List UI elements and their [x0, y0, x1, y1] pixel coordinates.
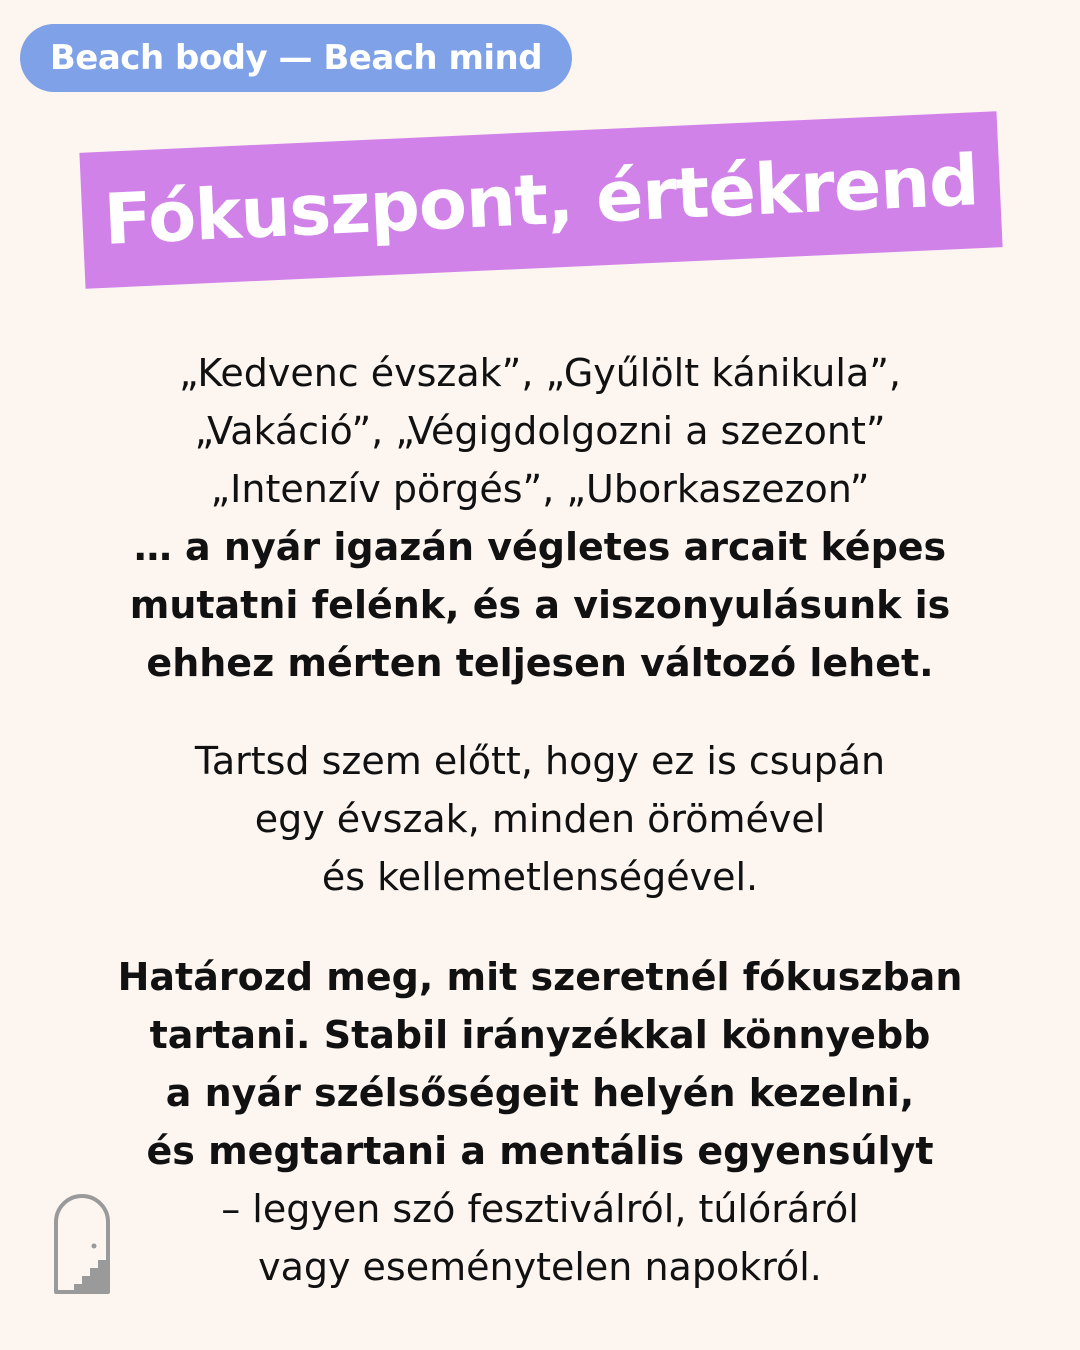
page-title: Fókuszpont, értékrend [102, 139, 980, 261]
reminder-line: egy évszak, minden örömével [254, 797, 826, 841]
reminder-line: Tartsd szem előtt, hogy ez is csupán [194, 739, 886, 783]
focus-bold-line: tartani. Stabil irányzékkal könnyebb [149, 1013, 931, 1057]
intro-paragraph [40, 344, 1040, 692]
focus-line: vagy eseménytelen napokról. [258, 1245, 822, 1289]
intro-bold-line: mutatni felénk, és a viszonyulásunk is [129, 583, 951, 627]
focus-paragraph [40, 948, 1040, 1296]
reminder-line: és kellemetlenségével. [321, 855, 759, 899]
series-tag: Beach body — Beach mind [20, 24, 572, 92]
focus-bold-line: a nyár szélsőségeit helyén kezelni, [165, 1071, 915, 1115]
focus-bold-line: és megtartani a mentális egyensúlyt [146, 1129, 934, 1173]
intro-line: „Kedvenc évszak”, „Gyűlölt kánikula”, [178, 351, 902, 395]
intro-bold-line: … a nyár igazán végletes arcait képes [133, 525, 947, 569]
door-stairs-icon [52, 1192, 112, 1296]
intro-line: „Intenzív pörgés”, „Uborkaszezon” [210, 467, 870, 511]
intro-bold-line: ehhez mérten teljesen változó lehet. [146, 641, 934, 685]
intro-line: „Vakáció”, „Végigdolgozni a szezont” [194, 409, 886, 453]
focus-line: – legyen szó fesztiválról, túlóráról [221, 1187, 859, 1231]
focus-bold-line: Határozd meg, mit szeretnél fókuszban [117, 955, 963, 999]
reminder-paragraph [40, 732, 1040, 906]
